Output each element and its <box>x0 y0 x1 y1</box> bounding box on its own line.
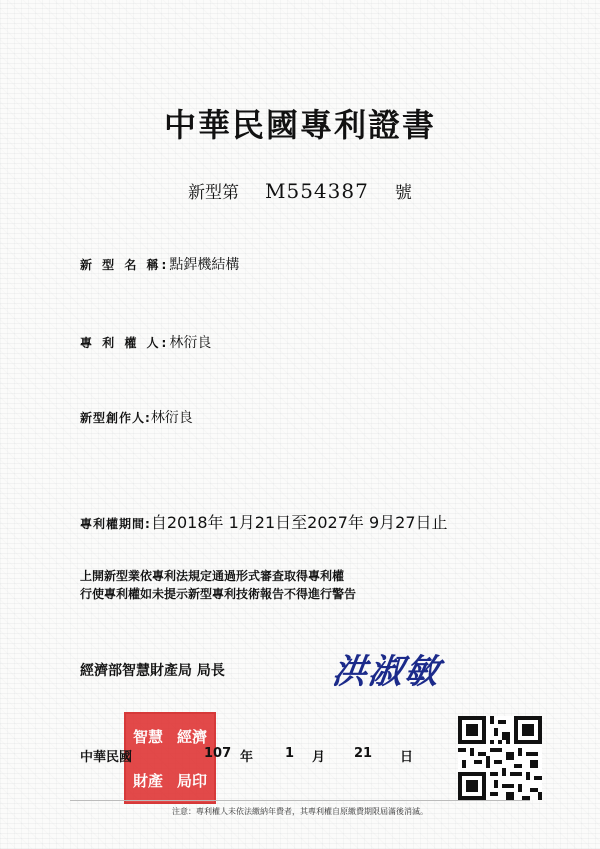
certificate-title: 中華民國專利證書 <box>163 106 436 144</box>
number-suffix: 號 <box>394 183 412 203</box>
period-value: 自2018年 1月21日至2027年 9月27日止 <box>150 513 448 532</box>
field-row-name <box>80 254 239 274</box>
date-era: 中華民國 <box>80 750 133 765</box>
patent-period <box>80 510 448 533</box>
certificate-number-line <box>188 178 412 203</box>
period-label: 專利權期間: <box>80 517 151 531</box>
date-day: 21 <box>354 746 373 761</box>
field-label: 專 利 權 人: <box>80 336 170 350</box>
seal-glyph: 智慧 <box>132 727 163 746</box>
seal-glyph: 財產 <box>132 771 163 790</box>
date-month-unit: 月 <box>312 750 326 765</box>
qr-code-icon <box>458 716 542 800</box>
certificate-number: M554387 <box>265 179 369 203</box>
seal-glyph: 局印 <box>176 771 207 790</box>
field-row-creator <box>80 407 193 427</box>
notice-line: 行使專利權如未提示新型專利技術報告不得進行警告 <box>80 587 357 601</box>
director-signature: 洪淑敏 <box>329 652 444 692</box>
field-label: 新 型 名 稱: <box>80 258 170 272</box>
date-year: 107 <box>204 746 232 761</box>
number-prefix: 新型第 <box>188 183 239 203</box>
date-month: 1 <box>285 746 295 761</box>
official-seal <box>124 712 216 804</box>
date-day-unit: 日 <box>400 750 414 765</box>
seal-glyph: 經濟 <box>176 727 207 746</box>
field-value: 林衍良 <box>150 410 193 426</box>
footnote: 注意：專利權人未依法繳納年費者，其專利權自原繳費期限屆滿後消滅。 <box>172 807 428 816</box>
field-value: 點銲機結構 <box>169 257 240 273</box>
field-value: 林衍良 <box>169 335 212 351</box>
field-row-holder <box>80 332 211 352</box>
notice-line: 上開新型業依專利法規定通過形式審查取得專利權 <box>80 569 345 583</box>
field-label: 新型創作人: <box>80 411 151 425</box>
date-year-unit: 年 <box>240 750 254 765</box>
issuing-office: 經濟部智慧財產局 局長 <box>80 663 225 679</box>
